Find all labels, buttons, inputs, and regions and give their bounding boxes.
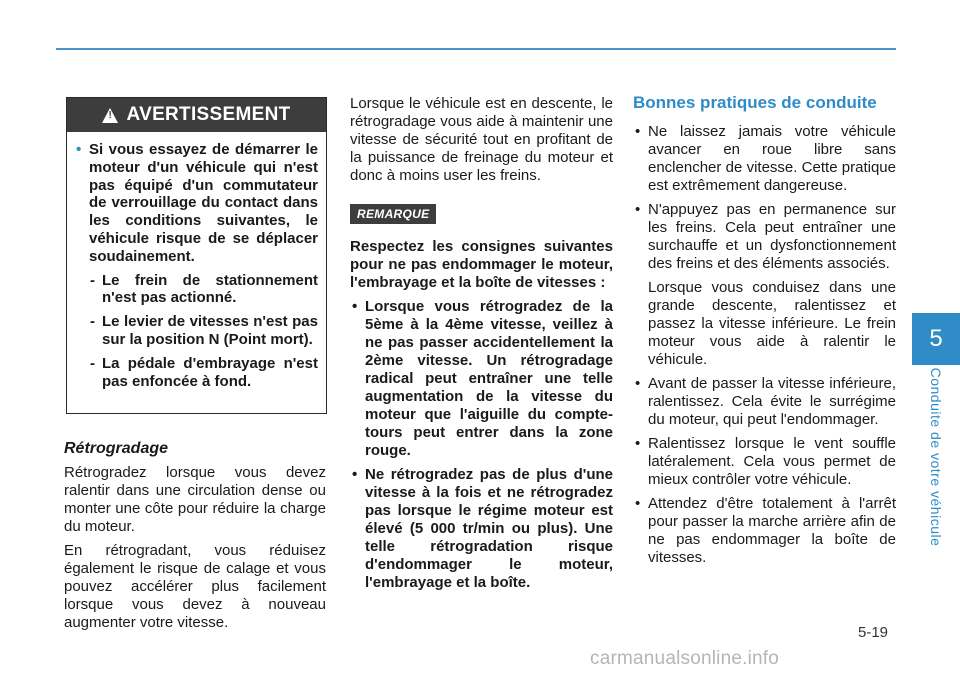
practices-list-continued	[633, 375, 896, 567]
warning-bullet: • Si vous essayez de démarrer le moteur d'un véhicule qui n'est pas équipé d'un commutateur de verrouillage du contact dans les conditions suivantes, le véhicule risque de se déplacer soudainement.	[76, 141, 318, 266]
list-item: • Avant de passer la vitesse inférieure, ralentissez. Cela évite le surrégime du moteur, qui peut l'endommager.	[633, 375, 896, 429]
retrogradage-heading: Rétrogradage	[64, 440, 169, 457]
remarque-text: Respectez les consignes suivantes pour ne pas endommager le moteur, l'embrayage et la boîte de vitesses :	[350, 238, 613, 291]
page-number: 5-19	[858, 624, 889, 641]
watermark: carmanualsonline.info	[590, 648, 780, 669]
retrogradage-section	[64, 440, 326, 632]
remarque-list	[350, 298, 613, 592]
chapter-number-tab	[912, 313, 960, 365]
header-rule	[56, 48, 896, 50]
list-item: • Lorsque vous rétrogradez de la 5ème à la 4ème vitesse, veillez à ne pas passer accidentellement la 2ème vitesse. Un rétrogradage radical peut entraîner une telle augmentation de la vitesse du moteur que l'aiguille du compte-tours peut entrer dans la zone rouge.	[350, 298, 613, 460]
warning-condition: - La pédale d'embrayage n'est pas enfoncée à fond.	[90, 354, 318, 390]
retrogradage-paragraph: En rétrogradant, vous réduisez également le risque de calage et vous pouvez accélérer plus facilement lorsque vous devez à nouveau augmenter votre vitesse.	[64, 542, 326, 631]
list-item: • Attendez d'être totalement à l'arrêt pour passer la marche arrière afin de ne pas endommager la boîte de vitesses.	[633, 495, 896, 567]
warning-header	[67, 98, 326, 132]
section-heading: Bonnes pratiques de conduite	[633, 93, 877, 112]
warning-body	[76, 141, 318, 390]
retrogradage-paragraph: Rétrogradez lorsque vous devez ralentir dans une circulation dense ou monter une côte pour réduire la charge du moteur.	[64, 464, 326, 535]
warning-condition-text: Le frein de stationnement n'est pas actionné.	[102, 271, 318, 307]
chapter-title: Conduite de votre véhicule	[928, 367, 944, 547]
remarque-badge: REMARQUE	[350, 204, 436, 224]
middle-column	[350, 95, 613, 592]
practices-list	[633, 123, 896, 273]
list-item: • N'appuyez pas en permanence sur les freins. Cela peut entraîner une surchauffe et un dysfonctionnement des freins et des éléments associés.	[633, 201, 896, 273]
list-item: • Ne rétrogradez pas de plus d'une vitesse à la fois et ne rétrogradez pas lorsque le régime moteur est élevé (5 000 tr/min ou plus). Une telle rétrogradation risque d'endommager le moteur, l'embrayage et la boîte.	[350, 466, 613, 592]
warning-icon	[102, 108, 118, 123]
list-item: • Ne laissez jamais votre véhicule avancer en roue libre sans enclencher de vitesse. Cette pratique est extrêmement dangereuse.	[633, 123, 896, 195]
descent-advice: Lorsque vous conduisez dans une grande descente, ralentissez et passez la vitesse inférieure. Le frein moteur vous aide à ralentir le véhicule.	[648, 279, 896, 368]
right-column	[633, 93, 896, 567]
list-item: • Ralentissez lorsque le vent souffle latéralement. Cela vous permet de mieux contrôler votre véhicule.	[633, 435, 896, 489]
warning-condition-text: La pédale d'embrayage n'est pas enfoncée à fond.	[102, 354, 318, 390]
chapter-number: 5	[929, 325, 943, 352]
warning-condition: - Le frein de stationnement n'est pas actionné.	[90, 271, 318, 307]
warning-condition-text: Le levier de vitesses n'est pas sur la position N (Point mort).	[102, 313, 318, 348]
warning-box	[66, 97, 327, 414]
warning-title: AVERTISSEMENT	[126, 104, 291, 125]
warning-condition: - Le levier de vitesses n'est pas sur la position N (Point mort).	[90, 313, 318, 348]
descent-paragraph: Lorsque le véhicule est en descente, le rétrogradage vous aide à maintenir une vitesse de sécurité tout en profitant de la puissance de freinage du moteur et donc à moins user les freins.	[350, 95, 613, 184]
